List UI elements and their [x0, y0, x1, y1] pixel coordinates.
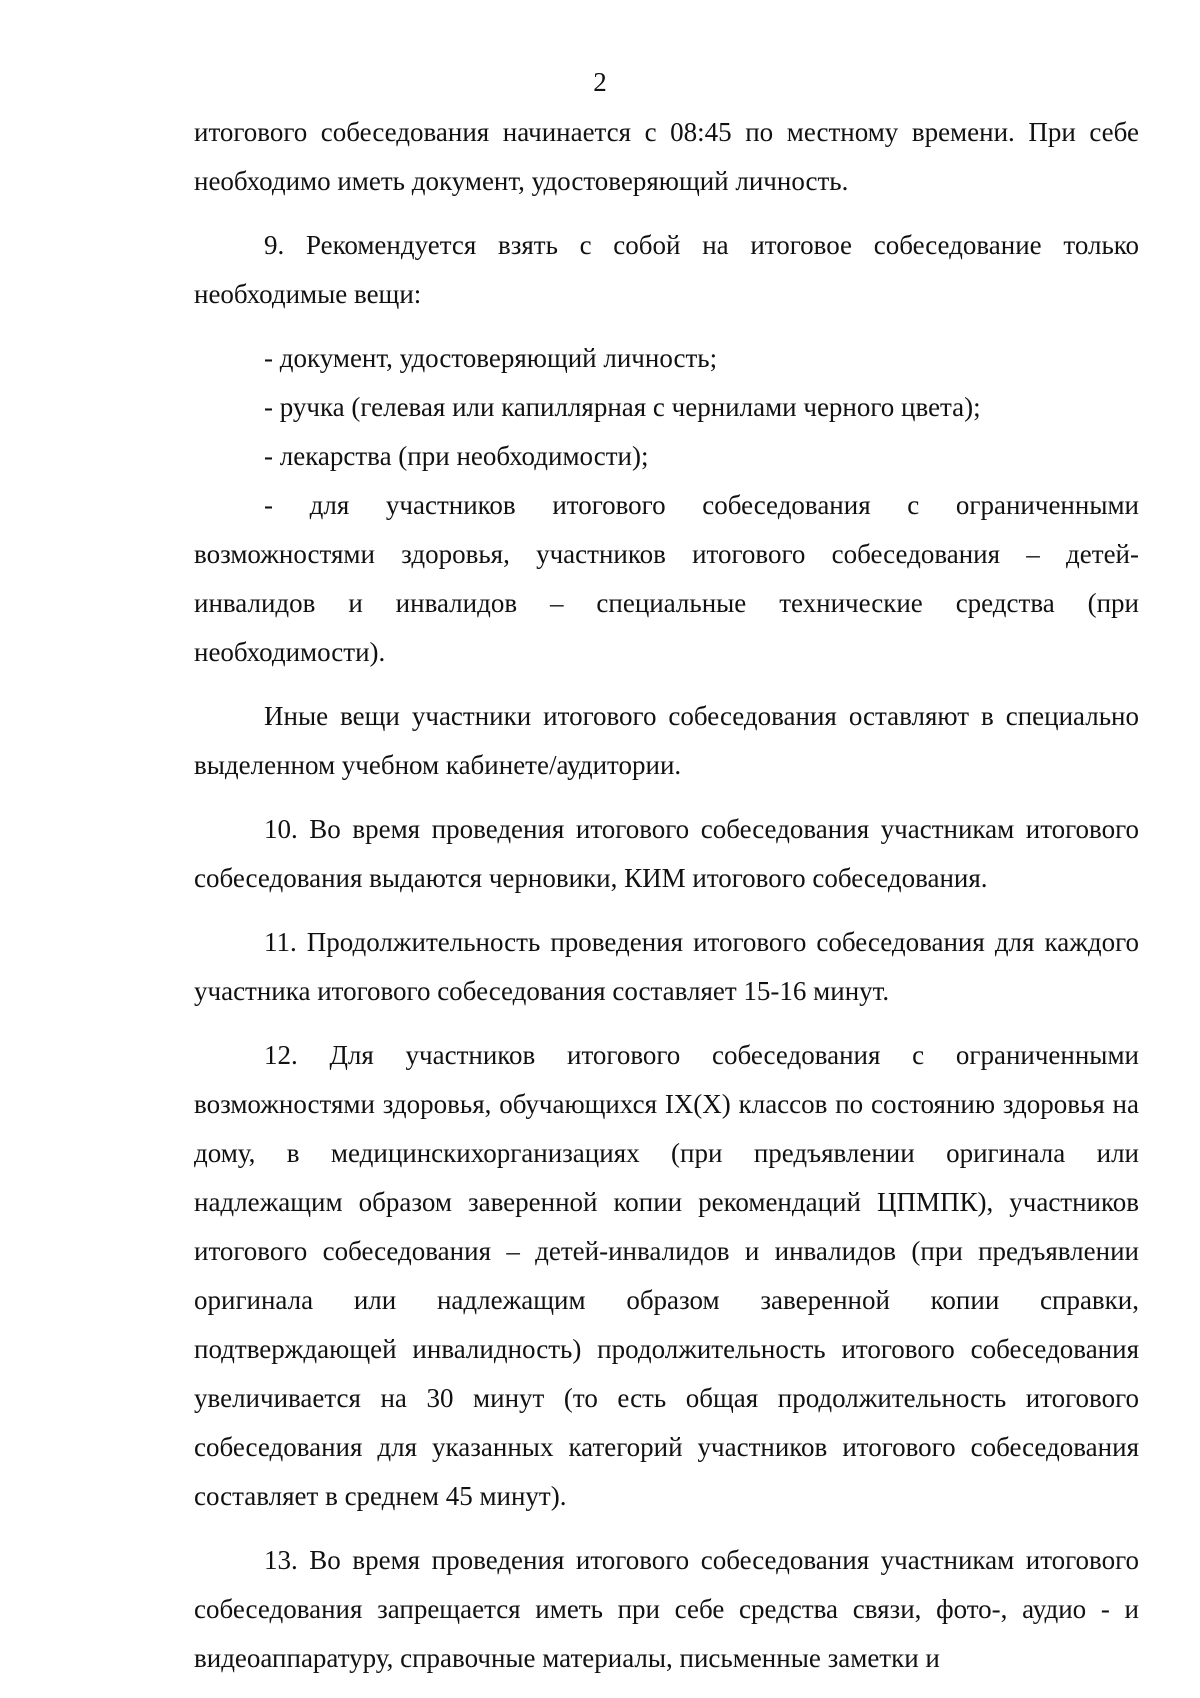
paragraph-12: 12. Для участников итогового собеседования с ограниченными возможностями здоровья, обучающихся IX(X) классов по состоянию здоровья на дому, в медицинскихорганизациях (при предъявлении оригинала или надлежащим образом заверенной копии рекомендаций ЦПМПК), участников итогового собеседования – детей-инвалидов и инвалидов (при предъявлении оригинала или надлежащим образом заверенной копии справки, подтверждающей инвалидность) продолжительность итогового собеседования увеличивается на 30 минут (то есть общая продолжительность итогового собеседования для указанных категорий участников итогового собеседования составляет в среднем 45 минут).: [194, 1040, 1139, 1511]
paragraph-continuation: итогового собеседования начинается с 08:45 по местному времени. При себе необходимо иметь документ, удостоверяющий личность.: [194, 117, 1139, 196]
list-item-pen: - ручка (гелевая или капиллярная с чернилами черного цвета);: [264, 392, 981, 422]
paragraph-9: 9. Рекомендуется взять с собой на итоговое собеседование только необходимые вещи:: [194, 230, 1139, 309]
paragraph-11: 11. Продолжительность проведения итогового собеседования для каждого участника итогового собеседования составляет 15-16 минут.: [194, 927, 1139, 1006]
list-item-special-equipment: - для участников итогового собеседования с ограниченными возможностями здоровья, участников итогового собеседования – детей-инвалидов и инвалидов – специальные технические средства (при необходимости).: [194, 490, 1139, 667]
paragraph-other-items: Иные вещи участники итогового собеседования оставляют в специально выделенном учебном кабинете/аудитории.: [194, 701, 1139, 780]
document-body: [194, 108, 1139, 1698]
page-number: 2: [593, 67, 607, 97]
paragraph-13: 13. Во время проведения итогового собеседования участникам итогового собеседования запрещается иметь при себе средства связи, фото-, аудио - и видеоаппаратуру, справочные материалы, письменные заметки и: [194, 1545, 1139, 1673]
list-item-medicine: - лекарства (при необходимости);: [264, 441, 649, 471]
paragraph-10: 10. Во время проведения итогового собеседования участникам итогового собеседования выдаются черновики, КИМ итогового собеседования.: [194, 814, 1139, 893]
list-item-document: - документ, удостоверяющий личность;: [264, 343, 718, 373]
